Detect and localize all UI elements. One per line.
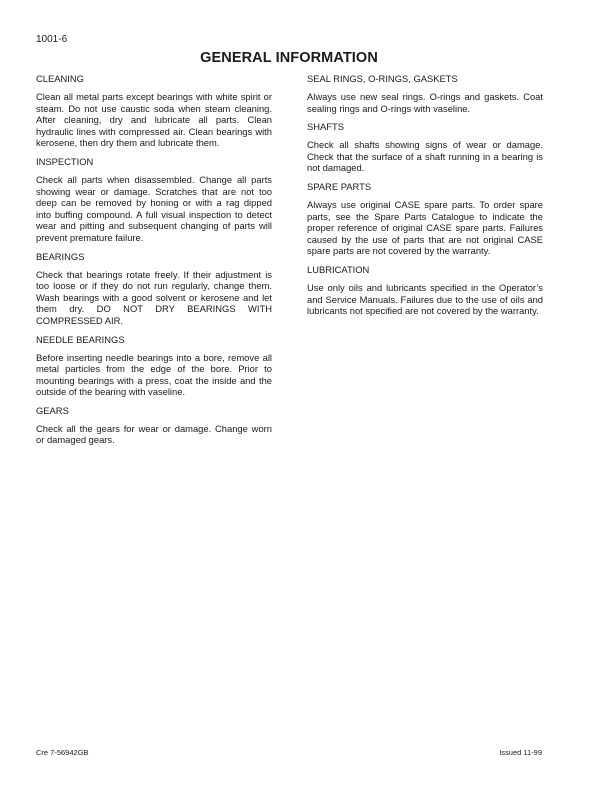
- section-shafts: [307, 121, 543, 174]
- page-number: 1001-6: [36, 34, 68, 45]
- section-gears: [36, 405, 272, 446]
- section-heading: SPARE PARTS: [307, 180, 372, 192]
- document-code: Cre 7-56942GB: [36, 748, 89, 757]
- left-column: [36, 73, 272, 453]
- section-text: Use only oils and lubricants specified in the Operator’s and Service Manuals. Failures due to the use of oils and lubricants not specified are not covered by the warranty.: [307, 281, 543, 317]
- section-heading: SEAL RINGS, O-RINGS, GASKETS: [307, 73, 458, 84]
- section-heading: NEEDLE BEARINGS: [36, 333, 125, 345]
- section-heading: GEARS: [36, 404, 69, 416]
- page-title: GENERAL INFORMATION: [200, 50, 378, 66]
- section-text: Before inserting needle bearings into a bore, remove all metal particles from the edge of the bore. Prior to mounting bearings with a press, coat the inside and the outside of the bearing with vaseline.: [36, 351, 272, 398]
- section-text: Check all parts when disassembled. Change all parts showing wear or damage. Scratches that are not too deep can be removed by honing or with a rag dipped into buffing compound. A full visual inspection to detect wear and pitting and subsequent changing of parts will prevent premature failure.: [36, 173, 272, 243]
- section-needle-bearings: [36, 334, 272, 398]
- section-text: Check all the gears for wear or damage. Change worn or damaged gears.: [36, 422, 272, 446]
- section-seal-rings: [307, 73, 543, 114]
- section-cleaning: [36, 73, 272, 149]
- section-heading: INSPECTION: [36, 155, 94, 167]
- section-text: Check that bearings rotate freely. If their adjustment is too loose or if they do not run regularly, change them. Wash bearings with a good solvent or kerosene and let them dry. DO NOT DRY BEARINGS WITH COMPRESSED AIR.: [36, 268, 272, 326]
- issue-date: Issued 11-99: [499, 748, 542, 757]
- section-text: Check all shafts showing signs of wear or damage. Check that the surface of a shaft running in a bearing is not damaged.: [307, 139, 543, 174]
- section-text: Always use original CASE spare parts. To order spare parts, see the Spare Parts Catalogue to indicate the proper reference of original CASE spare parts. Failures caused by the use of parts that are not original CASE spare parts are not covered by the warranty.: [307, 198, 543, 257]
- right-column: [307, 73, 543, 324]
- section-text: Clean all metal parts except bearings with white spirit or steam. Do not use caustic soda when steam cleaning. After cleaning, dry and lubricate all parts. Clean hydraulic lines with compressed air. Clean bearings with kerosene, then dry them and lubricate them.: [36, 91, 272, 149]
- section-heading: SHAFTS: [307, 121, 344, 133]
- section-heading: LUBRICATION: [307, 263, 370, 275]
- section-inspection: [36, 156, 272, 244]
- section-bearings: [36, 251, 272, 327]
- section-heading: CLEANING: [36, 73, 84, 84]
- section-spare-parts: [307, 181, 543, 257]
- section-text: Always use new seal rings. O-rings and gaskets. Coat sealing rings and O-rings with vaseline.: [307, 91, 543, 114]
- section-heading: BEARINGS: [36, 250, 85, 262]
- section-lubrication: [307, 264, 543, 317]
